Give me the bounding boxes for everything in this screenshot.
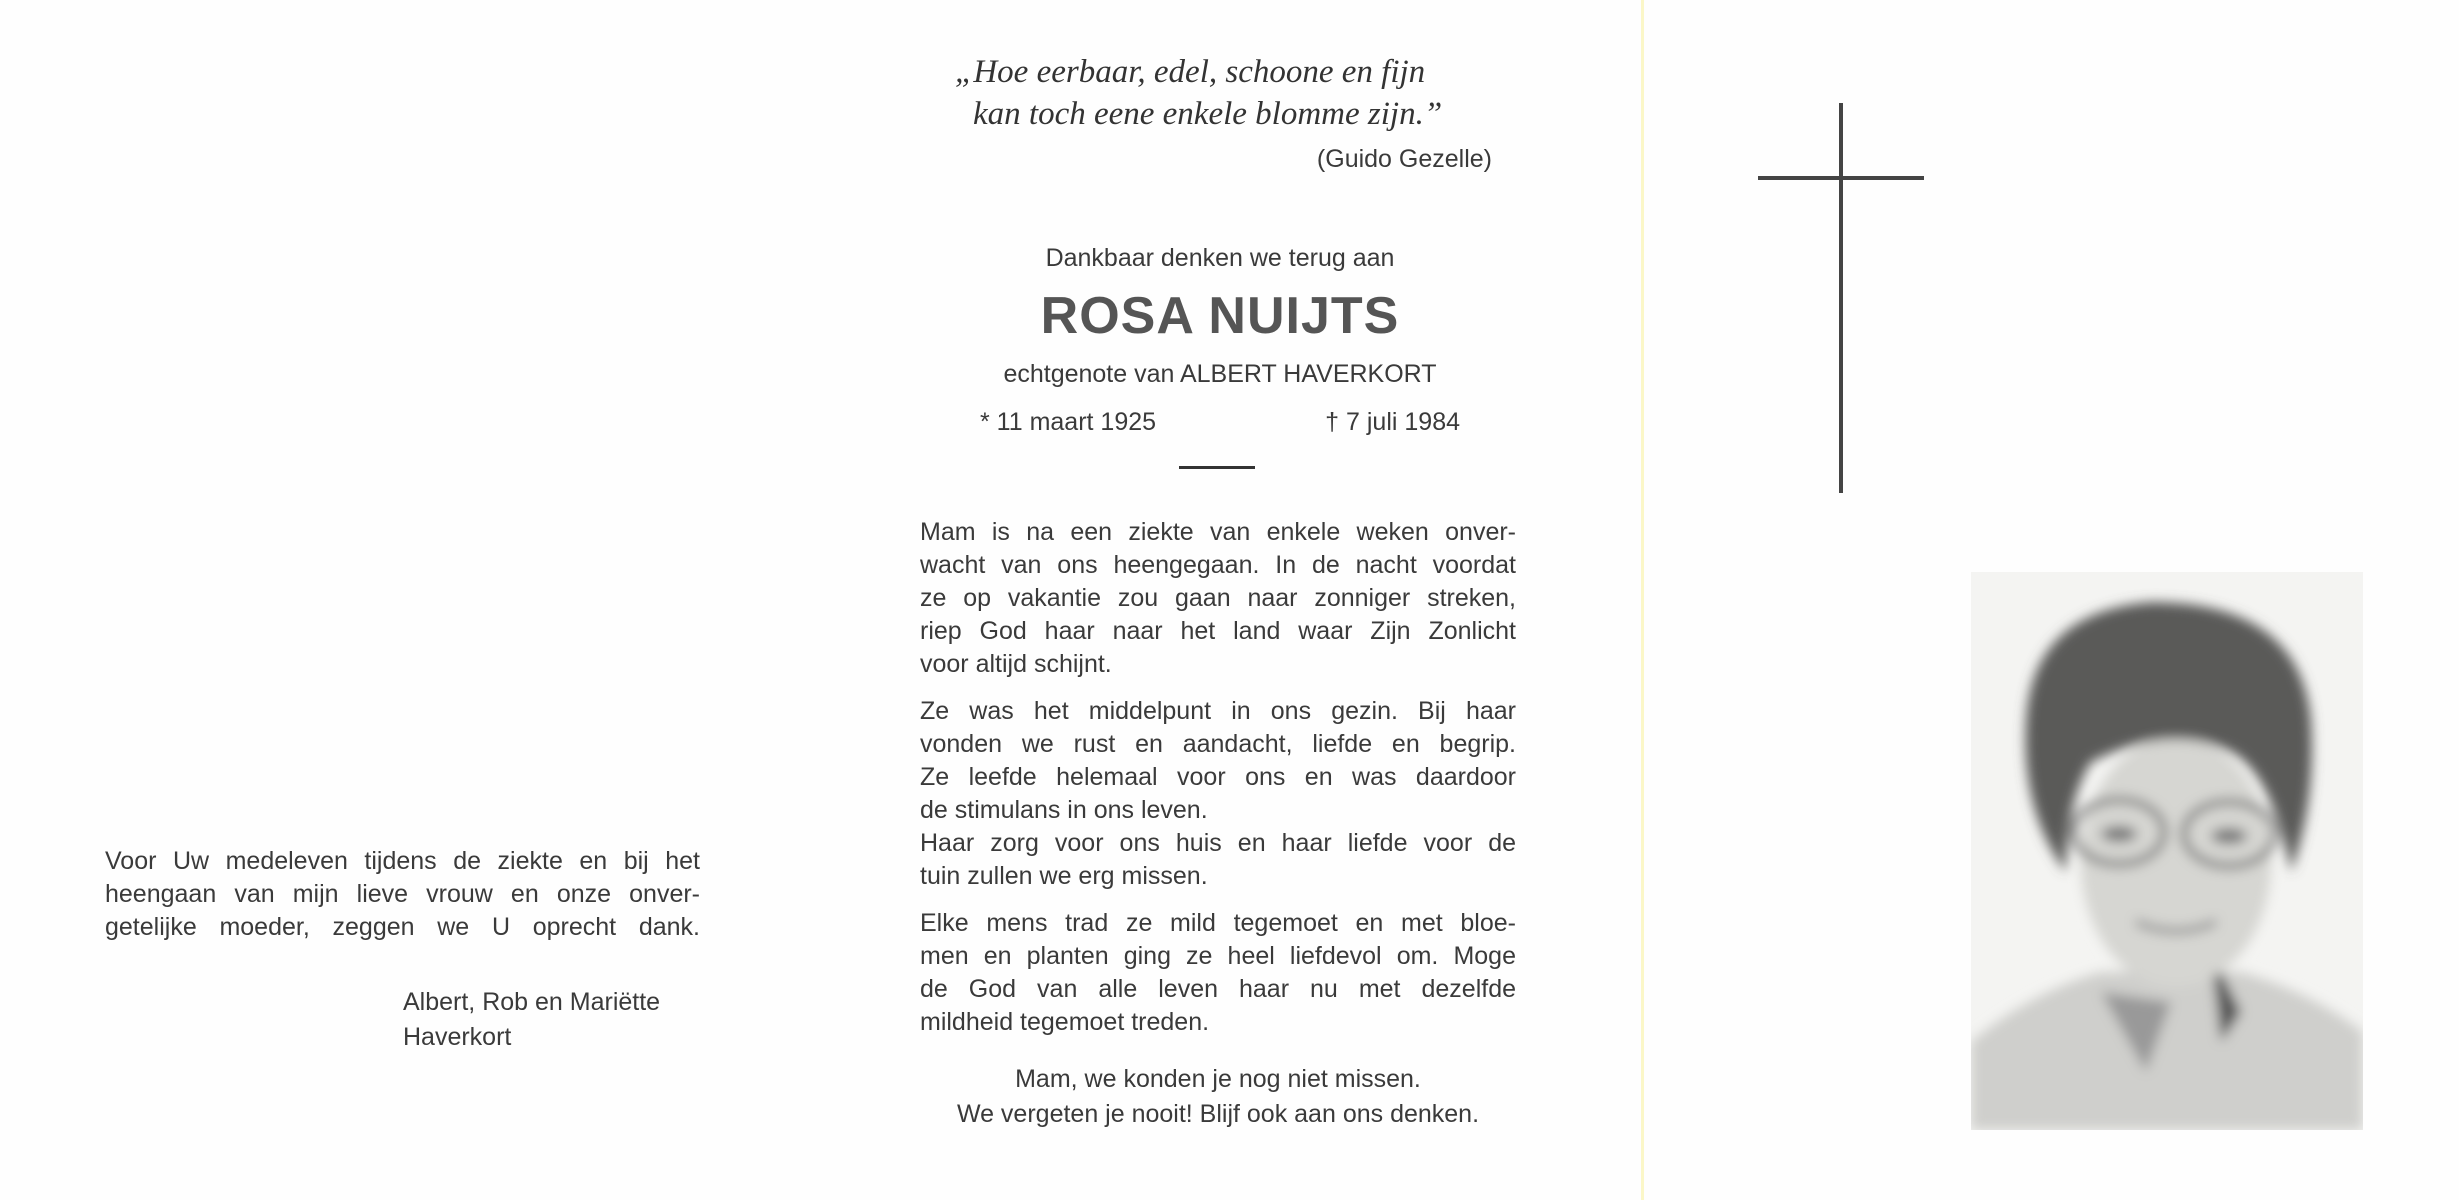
death-date: † 7 juli 1984 <box>1325 408 1460 436</box>
spouse-text: echtgenote van ALBERT HAVERKORT <box>1003 360 1437 388</box>
birth-date: * 11 maart 1925 <box>980 408 1157 436</box>
text-line: voor altijd schijnt. <box>920 650 1112 678</box>
closing-line: Mam, we konden je nog niet missen. <box>1015 1065 1421 1093</box>
text-line: tuin zullen we erg missen. <box>920 862 1208 890</box>
paragraph <box>920 907 1516 1039</box>
portrait-image <box>1971 572 2363 1130</box>
signature-line: Albert, Rob en Mariëtte <box>403 988 661 1016</box>
text-line: vonden we rust en aandacht, liefde en begrip. <box>920 730 1516 758</box>
text-line: Haar zorg voor ons huis en haar liefde voor de <box>920 829 1516 857</box>
portrait-photo <box>1971 572 2363 1130</box>
quote-line-1: „Hoe eerbaar, edel, schoone en fijn <box>955 54 1426 90</box>
text-line: ze op vakantie zou gaan naar zonniger streken, <box>920 584 1516 612</box>
paragraph <box>920 695 1516 893</box>
cross-icon-bar <box>1758 176 1924 180</box>
closing-text <box>900 1062 1536 1132</box>
paragraph <box>920 516 1516 681</box>
text-line: de God van alle leven haar nu met dezelfde <box>920 975 1516 1003</box>
signature-line: Haverkort <box>403 1023 512 1051</box>
quote-attribution: (Guido Gezelle) <box>1316 145 1492 173</box>
quote-line-2: kan toch eene enkele blomme zijn.” <box>973 96 1443 132</box>
text-line: de stimulans in ons leven. <box>920 796 1208 824</box>
memorial-text <box>920 516 1516 1053</box>
text-line: riep God haar naar het land waar Zijn Zonlicht <box>920 617 1516 645</box>
deceased-name: ROSA NUIJTS <box>1040 287 1400 345</box>
intro-text: Dankbaar denken we terug aan <box>1045 244 1395 272</box>
text-line: wacht van ons heengegaan. In de nacht voordat <box>920 551 1516 579</box>
cross-icon <box>1839 103 1843 493</box>
closing-line: We vergeten je nooit! Blijf ook aan ons denken. <box>956 1100 1480 1128</box>
signature <box>403 985 660 1055</box>
text-line: Voor Uw medeleven tijdens de ziekte en bij het <box>105 847 700 875</box>
text-line: Ze leefde helemaal voor ons en was daardoor <box>920 763 1516 791</box>
thank-you-text <box>105 845 700 944</box>
divider <box>1179 466 1255 469</box>
text-line: Elke mens trad ze mild tegemoet en met bloe- <box>920 909 1516 937</box>
text-line: men en planten ging ze heel liefdevol om. Moge <box>920 942 1516 970</box>
text-line: Ze was het middelpunt in ons gezin. Bij haar <box>920 697 1516 725</box>
text-line: heengaan van mijn lieve vrouw en onze onver- <box>105 880 700 908</box>
text-line: getelijke moeder, zeggen we U oprecht dank. <box>105 913 700 941</box>
card-fold <box>1641 0 1644 1200</box>
text-line: Mam is na een ziekte van enkele weken onver- <box>920 518 1516 546</box>
text-line: mildheid tegemoet treden. <box>920 1008 1210 1036</box>
